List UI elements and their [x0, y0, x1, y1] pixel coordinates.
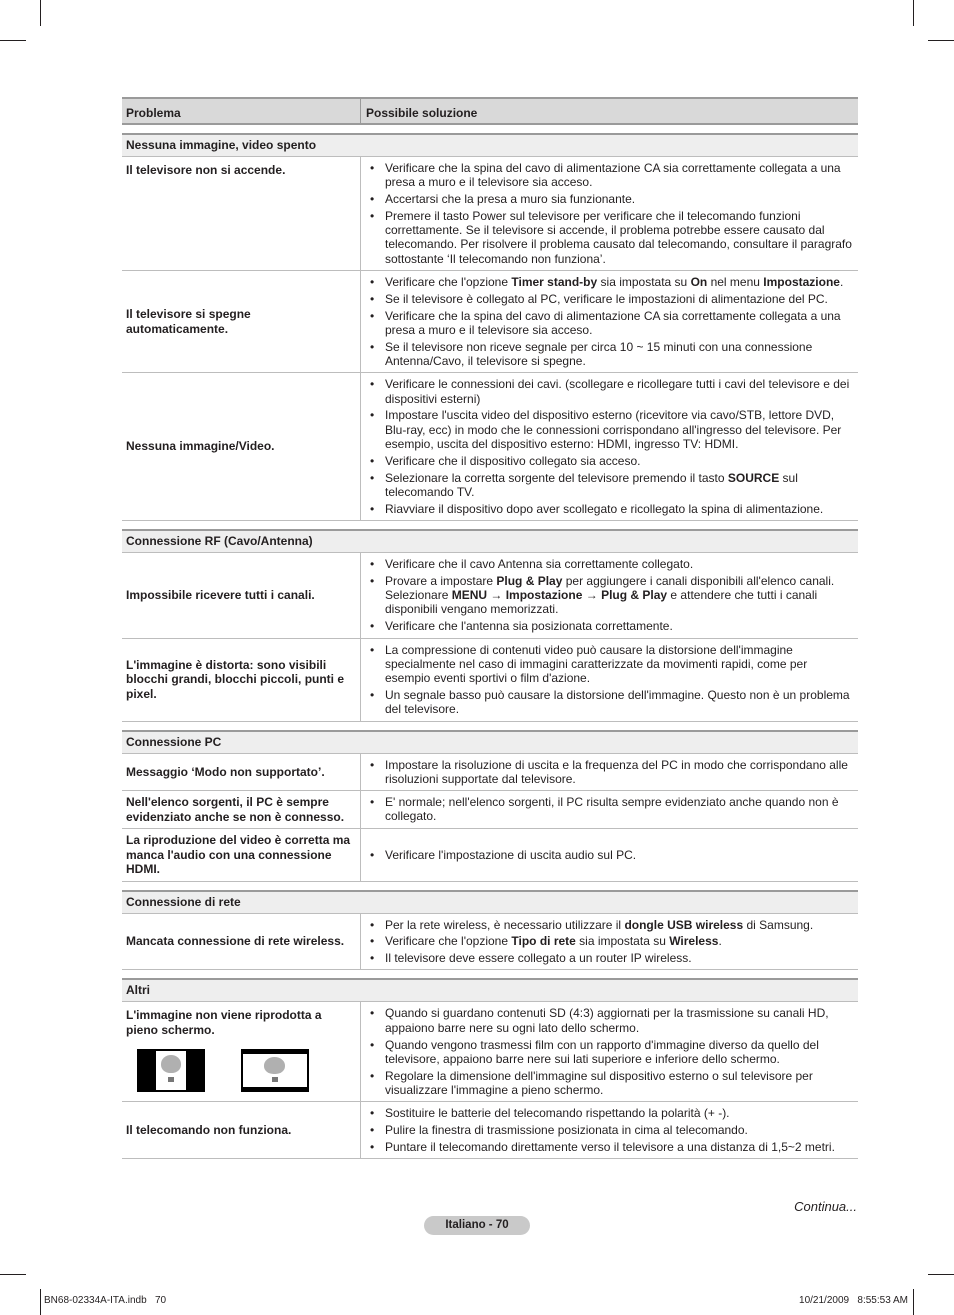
crop-mark	[0, 1274, 26, 1275]
table-header	[122, 97, 858, 125]
table-row	[122, 754, 858, 792]
crop-mark	[0, 40, 26, 41]
solution-cell	[361, 553, 858, 637]
solution-cell	[361, 271, 858, 372]
list-item: • Se il televisore non riceve segnale per circa 10 ~ 15 minuti con una connessione Antenna/Cavo, il televisore si spegne.	[361, 340, 852, 369]
list-item: • Il televisore deve essere collegato a un router IP wireless.	[361, 951, 852, 965]
list-item: • Se il televisore è collegato al PC, verificare le impostazioni di alimentazione del PC.	[361, 292, 852, 306]
problem-cell: Mancata connessione di rete wireless.	[122, 914, 361, 970]
pillarbox-tv-illustration	[137, 1049, 205, 1092]
list-item: • E' normale; nell'elenco sorgenti, il PC risulta sempre evidenziato anche quando non è collegato.	[361, 795, 852, 824]
footer-file: BN68-02334A-ITA.indb 70	[44, 1295, 167, 1306]
table-row	[122, 157, 858, 271]
list-item: • Verificare che l'antenna sia posizionata correttamente.	[361, 619, 852, 633]
solution-cell	[361, 157, 858, 270]
section-title: Connessione RF (Cavo/Antenna)	[122, 529, 858, 553]
list-item: • Verificare che il cavo Antenna sia correttamente collegato.	[361, 557, 852, 571]
list-item: • La compressione di contenuti video può causare la distorsione dell'immagine specialmente nel caso di immagini caratterizzate da movimenti rapidi, come per esempio eventi sportivi o film d'azione.	[361, 643, 852, 686]
list-item: • Impostare la risoluzione di uscita e la frequenza del PC in modo che corrispondano alle risoluzioni supportate dal televisore.	[361, 758, 852, 787]
solution-cell	[361, 1002, 858, 1101]
table-row	[122, 373, 858, 521]
crop-mark	[40, 1289, 41, 1315]
header-problem: Problema	[122, 99, 361, 123]
list-item: • Pulire la finestra di trasmissione posizionata in cima al telecomando.	[361, 1123, 852, 1137]
list-item: • Verificare le connessioni dei cavi. (scollegare e ricollegare tutti i cavi del televisore e dei dispositivi esterni)	[361, 377, 852, 406]
crop-mark	[913, 0, 914, 26]
problem-cell: L'immagine non viene riprodotta a pieno schermo.	[122, 1002, 361, 1101]
crop-mark	[913, 1289, 914, 1315]
solution-cell	[361, 639, 858, 721]
list-item: • Verificare che la spina del cavo di alimentazione CA sia correttamente collegata a una presa a muro e il televisore sia acceso.	[361, 161, 852, 190]
solution-cell	[361, 791, 858, 828]
crop-mark	[928, 1274, 954, 1275]
list-item: • Quando vengono trasmessi film con un rapporto d'immagine diverso da quello del televisore, appaiono barre nere sui lati superiore e inferiore dello schermo.	[361, 1038, 852, 1067]
list-item: • Verificare che la spina del cavo di alimentazione CA sia correttamente collegata a una presa a muro e il televisore sia acceso.	[361, 309, 852, 338]
problem-cell: Il televisore si spegne automaticamente.	[122, 271, 361, 372]
list-item: • Verificare che l'opzione Timer stand-by sia impostata su On nel menu Impostazione.	[361, 275, 852, 289]
problem-cell: L'immagine è distorta: sono visibili blocchi grandi, blocchi piccoli, punti e pixel.	[122, 639, 361, 721]
list-item: • Quando si guardano contenuti SD (4:3) aggiornati per la trasmissione su canali HD, appaiono barre nere su ogni lato dello schermo.	[361, 1006, 852, 1035]
table-row	[122, 914, 858, 971]
crop-mark	[928, 40, 954, 41]
solution-cell	[361, 829, 858, 881]
aspect-ratio-illustrations	[137, 1049, 356, 1092]
solution-cell	[361, 1102, 858, 1158]
table-row	[122, 829, 858, 882]
problem-cell: Messaggio ‘Modo non supportato’.	[122, 754, 361, 791]
table-row	[122, 1102, 858, 1159]
problem-cell: Il televisore non si accende.	[122, 157, 361, 270]
problem-cell: Impossibile ricevere tutti i canali.	[122, 553, 361, 637]
section-title: Nessuna immagine, video spento	[122, 133, 858, 157]
list-item: • Puntare il telecomando direttamente verso il televisore a una distanza di 1,5~2 metri.	[361, 1140, 852, 1154]
solution-cell	[361, 373, 858, 520]
continued-label: Continua...	[794, 1199, 857, 1214]
troubleshooting-table	[122, 97, 858, 1159]
crop-mark	[40, 0, 41, 26]
table-row	[122, 791, 858, 829]
list-item: • Accertarsi che la presa a muro sia funzionante.	[361, 192, 852, 206]
list-item: • Un segnale basso può causare la distorsione dell'immagine. Questo non è un problema del televisore.	[361, 688, 852, 717]
section-title: Altri	[122, 978, 858, 1002]
table-row	[122, 271, 858, 373]
table-row	[122, 553, 858, 638]
list-item: • Provare a impostare Plug & Play per aggiungere i canali disponibili all'elenco canali. Selezionare MENU → Impostazione → Plug & Play e attendere che tutti i canali disponibili vengano memorizzati.	[361, 574, 852, 617]
header-solution: Possibile soluzione	[366, 106, 478, 120]
problem-cell: Il telecomando non funziona.	[122, 1102, 361, 1158]
list-item: • Verificare che l'opzione Tipo di rete sia impostata su Wireless.	[361, 934, 852, 948]
problem-cell: La riproduzione del video è corretta ma manca l'audio con una connessione HDMI.	[122, 829, 361, 881]
list-item: • Verificare che il dispositivo collegato sia acceso.	[361, 454, 852, 468]
list-item: • Premere il tasto Power sul televisore per verificare che il telecomando funzioni correttamente. Se il televisore si accende, il problema potrebbe essere causato dal telecomando. Per risolvere il problema causato dal telecomando, consultare il paragrafo sottostante ‘Il telecomando non funziona’.	[361, 209, 852, 266]
section-title: Connessione di rete	[122, 890, 858, 914]
list-item: • Sostituire le batterie del telecomando rispettando la polarità (+ -).	[361, 1106, 852, 1120]
page-number: Italiano - 70	[424, 1216, 530, 1235]
footer-datetime: 10/21/2009 8:55:53 AM	[799, 1295, 908, 1306]
list-item: • Riavviare il dispositivo dopo aver scollegato e ricollegato la spina di alimentazione.	[361, 502, 852, 516]
table-row	[122, 1002, 858, 1102]
list-item: • Impostare l'uscita video del dispositivo esterno (ricevitore via cavo/STB, lettore DVD, Blu-ray, ecc) in modo che le connessioni corrispondano all'ingresso del televisore. Per esempio, uscita del dispositivo esterno: HDMI, ingresso TV: HDMI.	[361, 408, 852, 451]
list-item: • Verificare l'impostazione di uscita audio sul PC.	[361, 848, 636, 862]
letterbox-tv-illustration	[241, 1049, 309, 1092]
solution-cell	[361, 754, 858, 791]
table-row	[122, 639, 858, 722]
problem-cell: Nessuna immagine/Video.	[122, 373, 361, 520]
solution-cell	[361, 914, 858, 970]
list-item: • Regolare la dimensione dell'immagine sul dispositivo esterno o sul televisore per visualizzare l'immagine a pieno schermo.	[361, 1069, 852, 1098]
problem-cell: Nell'elenco sorgenti, il PC è sempre evidenziato anche se non è connesso.	[122, 791, 361, 828]
list-item: • Selezionare la corretta sorgente del televisore premendo il tasto SOURCE sul telecomando TV.	[361, 471, 852, 500]
list-item: • Per la rete wireless, è necessario utilizzare il dongle USB wireless di Samsung.	[361, 918, 852, 932]
section-title: Connessione PC	[122, 730, 858, 754]
